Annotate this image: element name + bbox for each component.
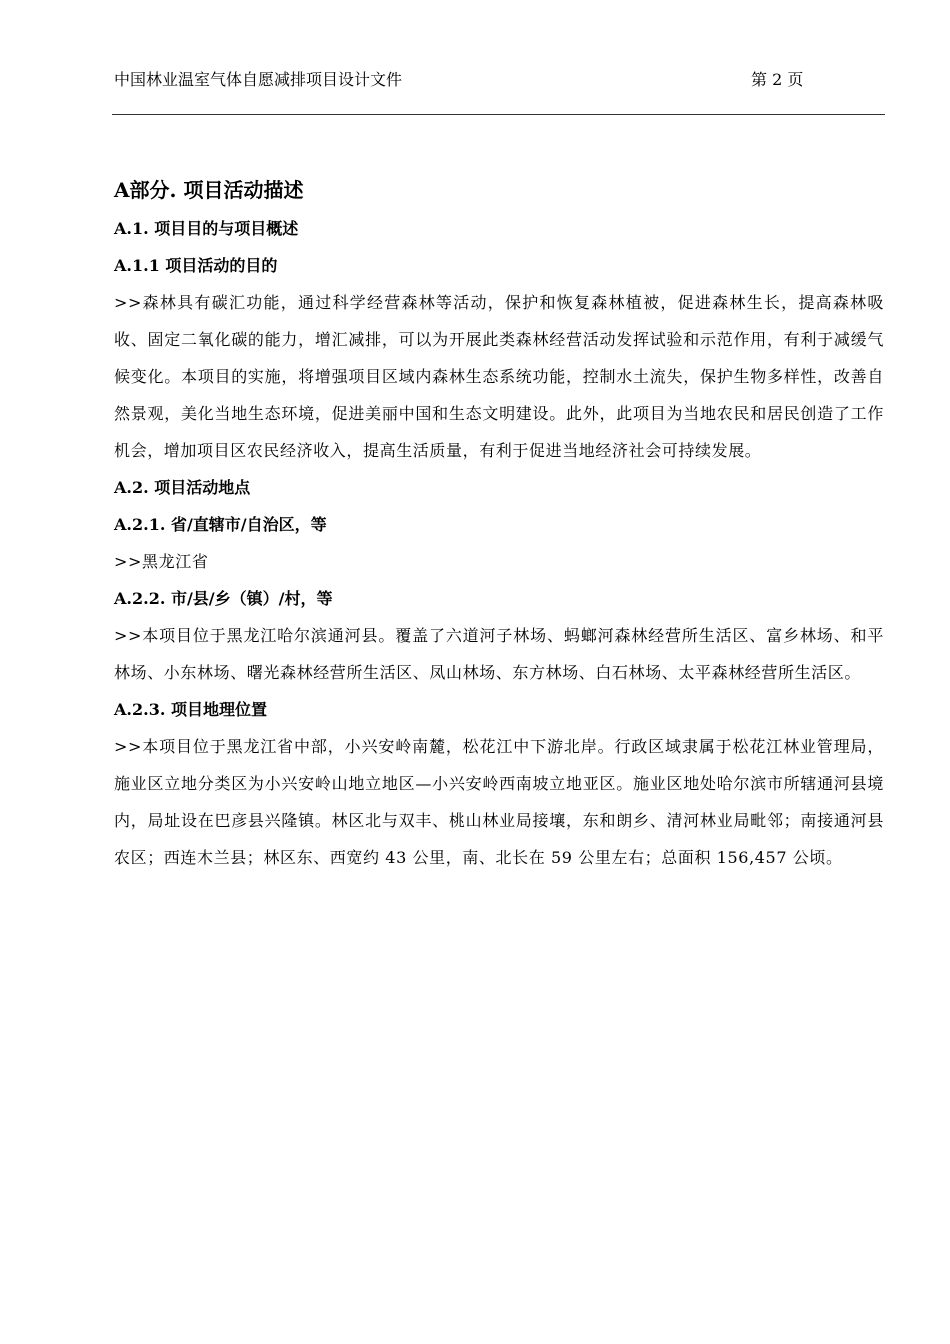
heading-a2-3: A.2.3. 项目地理位置 [114,700,267,719]
section-title: A部分. 项目活动描述 [114,178,304,202]
page-header [114,66,884,94]
heading-a2-1: A.2.1. 省/直辖市/自治区，等 [114,515,327,534]
heading-a2: A.2. 项目活动地点 [114,478,251,497]
heading-a2-2: A.2.2. 市/县/乡（镇）/村，等 [114,589,333,608]
paragraph-a2-2: >>本项目位于黑龙江哈尔滨通河县。覆盖了六道河子林场、蚂螂河森林经营所生活区、富乡林场、和平林场、小东林场、曙光森林经营所生活区、凤山林场、东方林场、白石林场、太平森林经营所生活区。 [114,626,884,682]
heading-a1: A.1. 项目目的与项目概述 [114,219,299,238]
paragraph-a2-1: >>黑龙江省 [114,552,209,571]
heading-a1-1: A.1.1 项目活动的目的 [114,256,278,275]
header-title: 中国林业温室气体自愿减排项目设计文件 [114,70,403,89]
paragraph-a1-1: >>森林具有碳汇功能，通过科学经营森林等活动，保护和恢复森林植被，促进森林生长，提高森林吸收、固定二氧化碳的能力，增汇减排，可以为开展此类森林经营活动发挥试验和示范作用，有利于减缓气候变化。本项目的实施，将增强项目区域内森林生态系统功能，控制水土流失，保护生物多样性，改善自然景观，美化当地生态环境，促进美丽中国和生态文明建设。此外，此项目为当地农民和居民创造了工作机会，增加项目区农民经济收入，提高生活质量，有利于促进当地经济社会可持续发展。 [114,293,884,460]
document-body [114,170,884,876]
page-number: 第 2 页 [751,70,804,89]
header-divider [112,114,885,115]
paragraph-a2-3: >>本项目位于黑龙江省中部，小兴安岭南麓，松花江中下游北岸。行政区域隶属于松花江林业管理局，施业区立地分类区为小兴安岭山地立地区—小兴安岭西南坡立地亚区。施业区地处哈尔滨市所辖通河县境内，局址设在巴彦县兴隆镇。林区北与双丰、桃山林业局接壤，东和朗乡、清河林业局毗邻；南接通河县农区；西连木兰县；林区东、西宽约 43 公里，南、北长在 59 公里左右；总面积 156,457 公顷。 [114,737,884,867]
